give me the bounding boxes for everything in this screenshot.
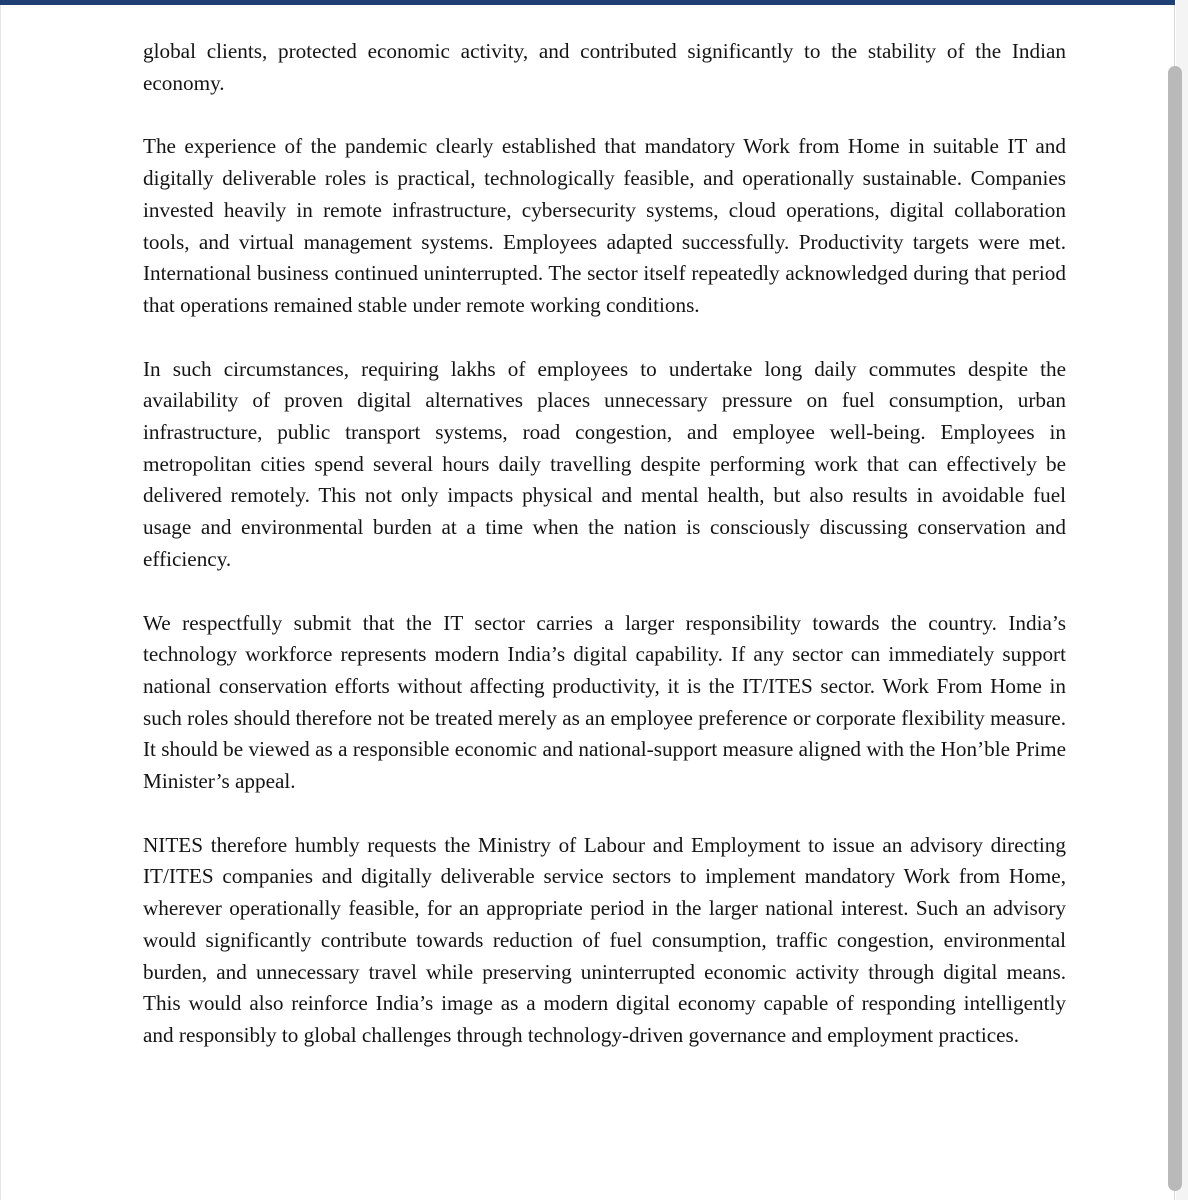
document-body [143, 36, 1066, 1084]
paragraph: We respectfully submit that the IT sector carries a larger responsibility towards the country. India’s technology workforce represents modern India’s digital capability. If any sector can immediately support national conservation efforts without affecting productivity, it is the IT/ITES sector. Work From Home in such roles should therefore not be treated merely as an employee preference or corporate flexibility measure. It should be viewed as a responsible economic and national-support measure aligned with the Hon’ble Prime Minister’s appeal. [143, 610, 1066, 794]
paragraph: The experience of the pandemic clearly established that mandatory Work from Home in suitable IT and digitally deliverable roles is practical, technologically feasible, and operationally sustainable. Companies invested heavily in remote infrastructure, cybersecurity systems, cloud operations, digital collaboration tools, and virtual management systems. Employees adapted successfully. Productivity targets were met. International business continued uninterrupted. The sector itself repeatedly acknowledged during that period that operations remained stable under remote working conditions. [143, 134, 1066, 317]
header-bar [0, 0, 1175, 5]
paragraph: In such circumstances, requiring lakhs of employees to undertake long daily commutes despite the availability of proven digital alternatives places unnecessary pressure on fuel consumption, urban infrastructure, public transport systems, road congestion, and employee well-being. Employees in metropolitan cities spend several hours daily travelling despite performing work that can effectively be delivered remotely. This not only impacts physical and mental health, but also results in avoidable fuel usage and environmental burden at a time when the nation is consciously discussing conservation and efficiency. [143, 356, 1066, 571]
scrollbar-thumb[interactable] [1168, 66, 1182, 1191]
paragraph: NITES therefore humbly requests the Ministry of Labour and Employment to issue an advisory directing IT/ITES companies and digitally deliverable service sectors to implement mandatory Work from Home, wherever operationally feasible, for an appropriate period in the larger national interest. Such an advisory would significantly contribute towards reduction of fuel consumption, traffic congestion, environmental burden, and unnecessary travel while preserving uninterrupted economic activity through digital means. This would also reinforce India’s image as a modern digital economy capable of responding intelligently and responsibly to global challenges through technology-driven governance and employment practices. [143, 832, 1066, 1047]
paragraph: global clients, protected economic activity, and contributed significantly to the stability of the Indian economy. [143, 39, 1066, 95]
